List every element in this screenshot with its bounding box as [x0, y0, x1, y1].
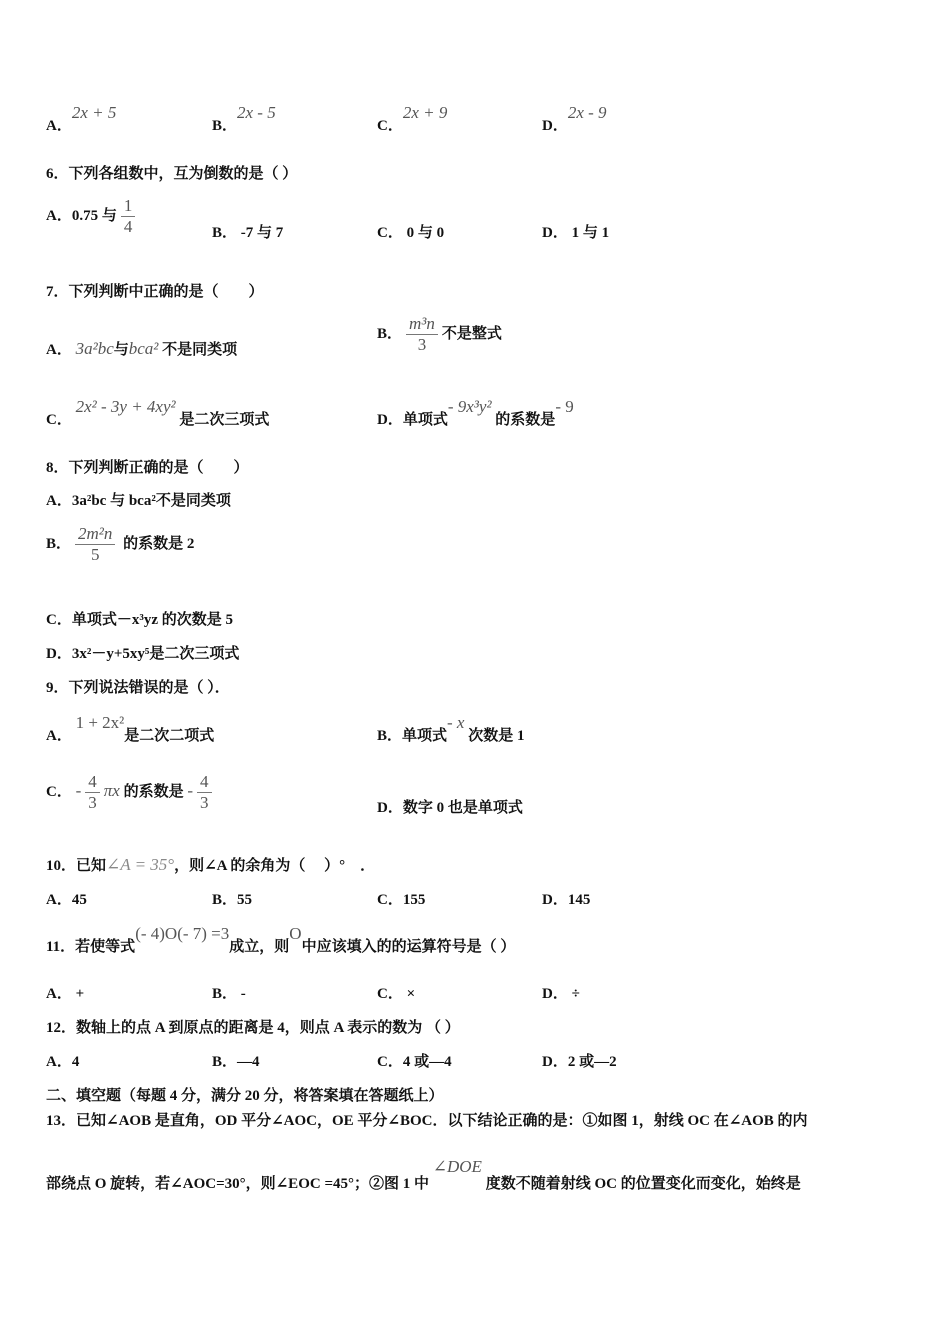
denominator: 3 — [417, 335, 427, 354]
math-expr: 2x - 9 — [567, 103, 607, 122]
q12-option-c: C．4 或—4 — [377, 1054, 452, 1070]
q5-option-c — [377, 103, 448, 135]
q9-option-a — [46, 713, 215, 745]
q6-option-d: D． 1 与 1 — [542, 225, 610, 241]
math-expr: (- 4)O(- 7) =3 — [135, 924, 230, 943]
math-expr: 3a²bc — [75, 339, 114, 358]
q5-option-d — [542, 103, 607, 135]
fraction — [197, 772, 212, 813]
q6-option-c: C． 0 与 0 — [377, 225, 445, 241]
q9-option-b — [377, 713, 525, 745]
option-label: C． — [377, 118, 403, 134]
q7-option-a — [46, 338, 237, 359]
q10-option-b: B．55 — [212, 892, 253, 908]
q8-stem: 8．下列判断正确的是（ ） — [46, 460, 249, 476]
numerator: 1 — [121, 196, 136, 217]
option-label: A． — [46, 728, 72, 744]
q10-option-c: C．155 — [377, 892, 426, 908]
q8-option-b — [46, 524, 194, 565]
math-expr: bca² — [128, 339, 159, 358]
q7-stem: 7．下列判断中正确的是（ ） — [46, 284, 264, 300]
option-text: 是二次二项式 — [124, 728, 215, 744]
q7-option-d — [377, 397, 574, 429]
stem-text: 部绕点 O 旋转，若∠AOC=30°，则∠EOC =45°；②图 1 中 — [46, 1176, 429, 1192]
minus-sign: - — [187, 780, 194, 800]
option-label: B． — [377, 325, 403, 342]
q13-line1: 13．已知∠AOB 是直角，OD 平分∠AOC，OE 平分∠BOC．以下结论正确的是：①如图 1，射线 OC 在∠AOB 的内 — [46, 1113, 808, 1129]
numerator: 4 — [85, 772, 100, 793]
q7-option-c — [46, 397, 270, 429]
option-text: 0.75 与 — [71, 207, 117, 224]
math-expr: 2x² - 3y + 4xy² — [75, 397, 176, 416]
q12-option-d: D．2 或—2 — [542, 1054, 617, 1070]
fraction — [85, 772, 100, 813]
math-expr: ∠DOE — [432, 1157, 482, 1176]
q9-option-d: D．数字 0 也是单项式 — [377, 800, 523, 816]
math-expr: - 9 — [555, 397, 574, 416]
math-expr: ∠A = 35° — [106, 855, 175, 874]
q12-option-a: A．4 — [46, 1054, 80, 1070]
numerator: 4 — [197, 772, 212, 793]
option-text: 次数是 1 — [468, 728, 525, 744]
stem-text: ，则∠A 的余角为（ ）° ． — [174, 858, 376, 874]
q11-option-a: A． + — [46, 986, 85, 1002]
fraction — [406, 314, 438, 355]
stem-text: 度数不随着射线 OC 的位置变化而变化，始终是 — [485, 1176, 801, 1192]
denominator: 3 — [200, 793, 209, 812]
option-text: 不是整式 — [441, 325, 502, 342]
q9-option-c — [46, 772, 216, 813]
math-expr: - 9x³y² — [447, 397, 492, 416]
section-title: 二、填空题（每题 4 分，满分 20 分，将答案填在答题纸上） — [46, 1088, 444, 1104]
numerator: 2m²n — [75, 524, 115, 545]
q6-option-a — [46, 196, 139, 237]
q11-option-c: C． × — [377, 986, 416, 1002]
q11-option-b: B． - — [212, 986, 246, 1002]
denominator: 5 — [90, 545, 100, 564]
q8-option-d: D．3x²－y+5xy⁵是二次三项式 — [46, 646, 240, 662]
option-label: A． — [46, 207, 72, 224]
option-label: B．单项式 — [377, 728, 448, 744]
q11-option-d: D． ÷ — [542, 986, 580, 1002]
q11-stem — [46, 924, 516, 956]
stem-text: 11．若使等式 — [46, 939, 136, 955]
numerator: m³n — [406, 314, 438, 335]
q8-option-a: A．3a²bc 与 bca²不是同类项 — [46, 493, 231, 509]
math-expr: πx — [103, 780, 120, 800]
q10-option-a: A．45 — [46, 892, 87, 908]
math-expr: 1 + 2x² — [75, 713, 125, 732]
option-label: A． — [46, 118, 72, 134]
stem-text: 成立，则 — [229, 939, 290, 955]
option-text: 的系数是 — [495, 412, 556, 428]
math-expr: 2x + 9 — [402, 103, 448, 122]
stem-text: 10．已知 — [46, 858, 107, 874]
q9-stem: 9．下列说法错误的是（ ）． — [46, 680, 230, 696]
option-text: 的系数是 — [123, 783, 184, 800]
fraction — [75, 524, 115, 565]
q7-option-b — [377, 314, 502, 355]
option-text: 不是同类项 — [162, 342, 238, 358]
option-label: C． — [46, 412, 72, 428]
option-label: A． — [46, 342, 72, 358]
option-label: B． — [46, 535, 72, 552]
option-text: 与 — [113, 342, 129, 358]
stem-text: 中应该填入的的运算符号是（ ） — [301, 939, 516, 955]
q6-option-b: B． -7 与 7 — [212, 225, 284, 241]
minus-sign: - — [75, 780, 82, 800]
q5-option-a — [46, 103, 117, 135]
option-text: 的系数是 2 — [123, 535, 195, 552]
option-text: 是二次三项式 — [179, 412, 270, 428]
denominator: 4 — [123, 217, 133, 236]
q12-option-b: B．—4 — [212, 1054, 260, 1070]
option-label: D．单项式 — [377, 412, 448, 428]
q10-stem — [46, 854, 375, 875]
q5-option-b — [212, 103, 276, 135]
q10-option-d: D．145 — [542, 892, 591, 908]
option-label: C． — [46, 783, 72, 800]
fraction — [121, 196, 136, 237]
math-expr: - x — [447, 713, 465, 732]
q13-line2 — [46, 1157, 801, 1193]
option-label: B． — [212, 118, 238, 134]
math-expr: O — [289, 924, 302, 943]
q12-stem: 12．数轴上的点 A 到原点的距离是 4，则点 A 表示的数为 （ ） — [46, 1020, 460, 1036]
math-expr: 2x - 5 — [237, 103, 276, 122]
option-label: D． — [542, 118, 568, 134]
q8-option-c: C．单项式－x³yz 的次数是 5 — [46, 612, 233, 628]
q6-stem: 6．下列各组数中，互为倒数的是（ ） — [46, 166, 298, 182]
math-expr: 2x + 5 — [71, 103, 117, 122]
denominator: 3 — [88, 793, 97, 812]
